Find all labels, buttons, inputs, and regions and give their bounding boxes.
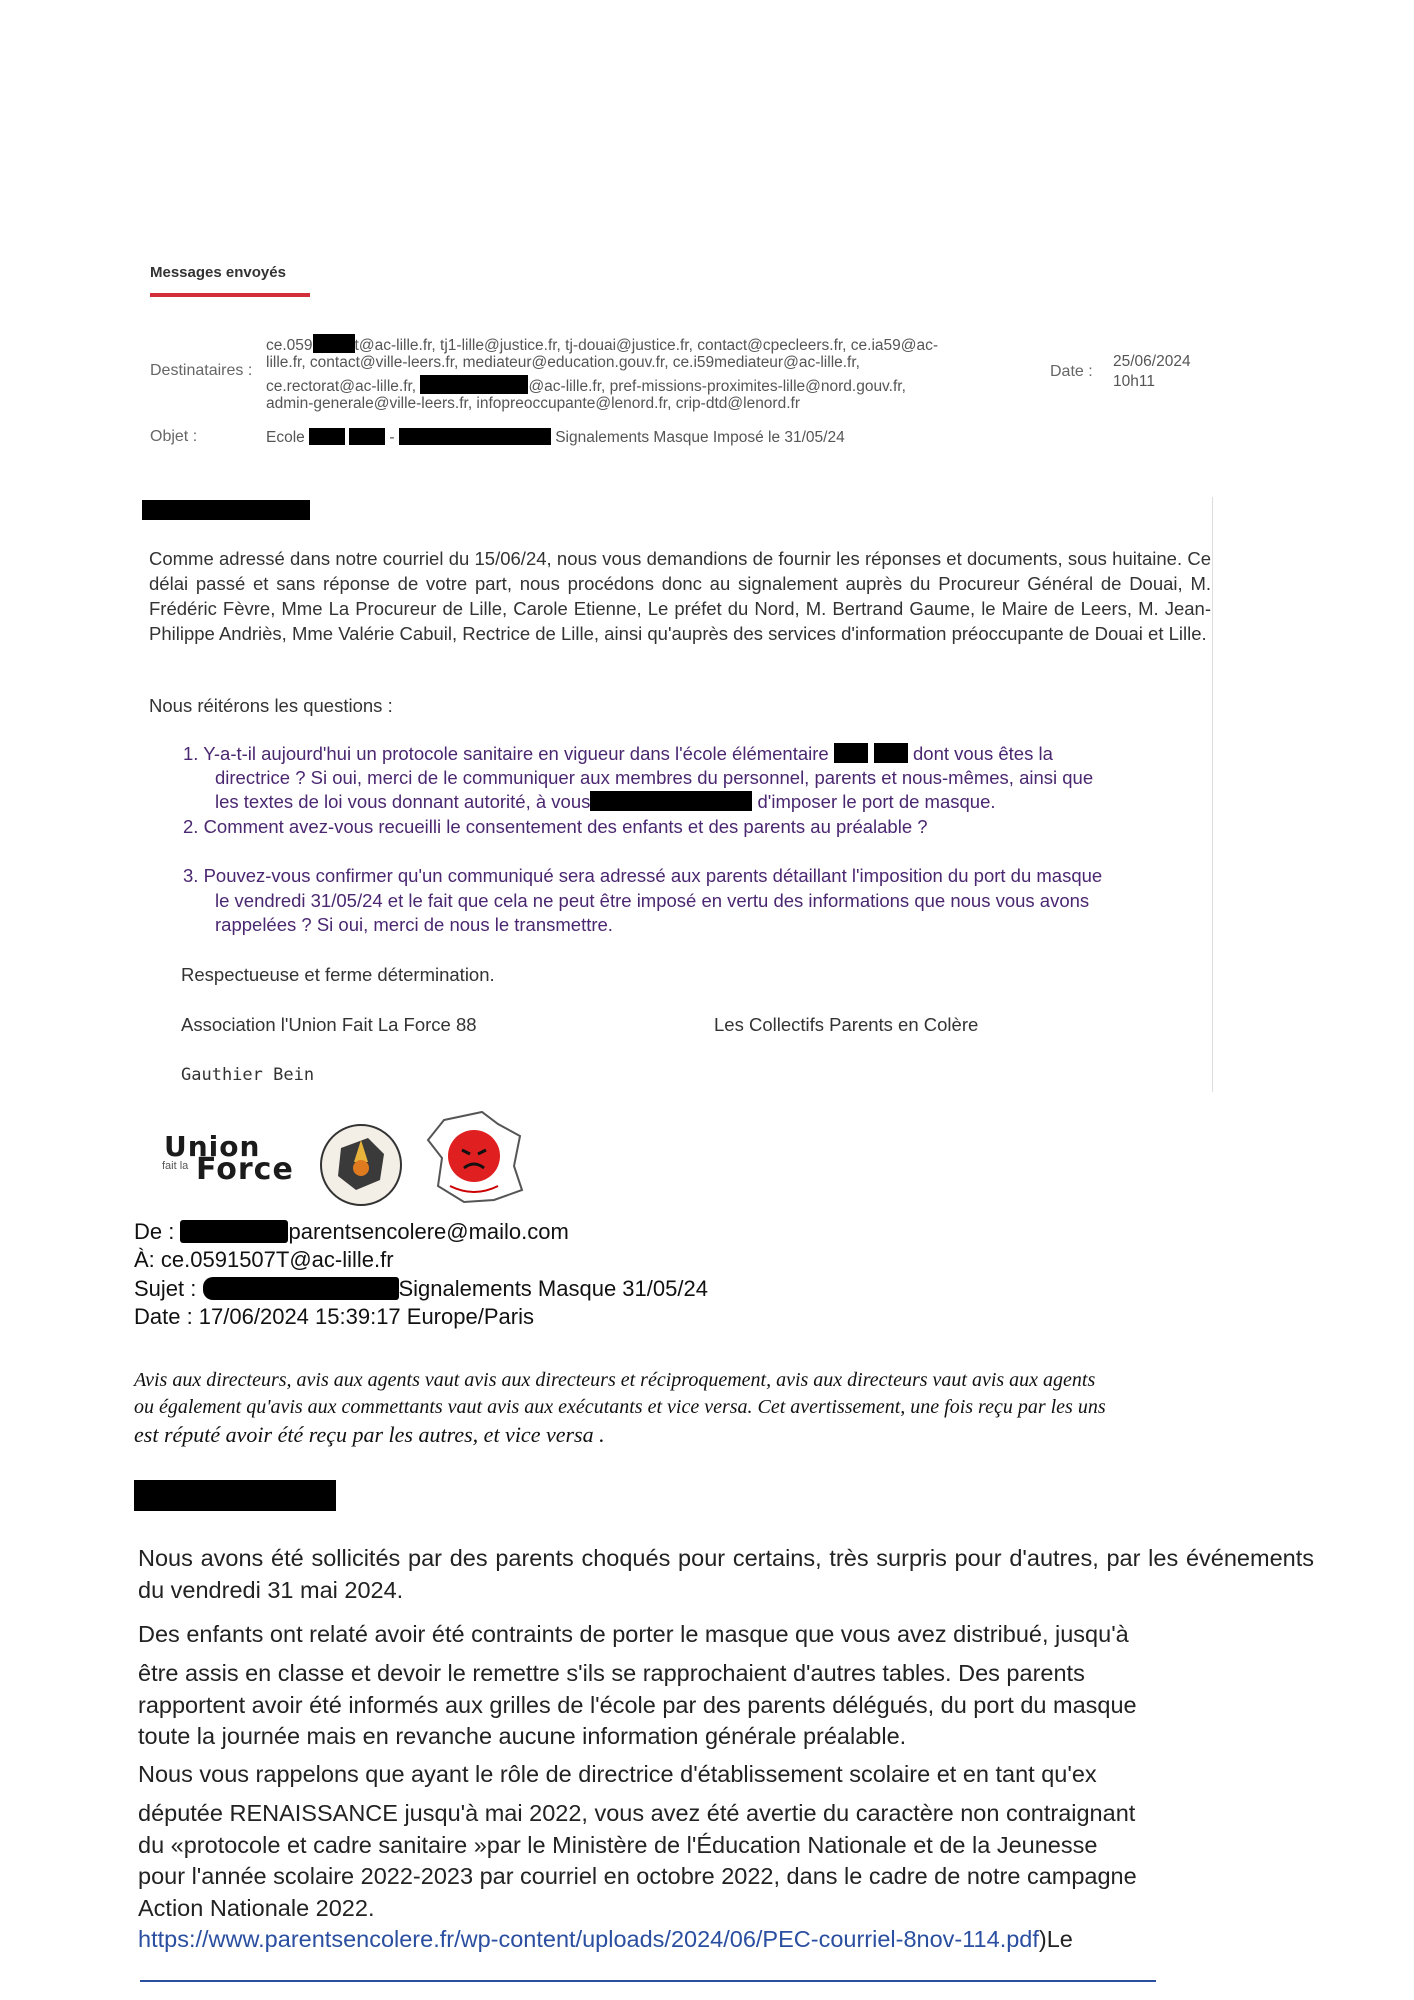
date-value: 25/06/2024 (1113, 353, 1191, 370)
redaction (203, 1277, 399, 1300)
body-p3-line-4: pour l'année scolaire 2022-2023 par courriel en octobre 2022, dans le cadre de notre campagne (138, 1863, 1137, 1889)
date-label: Date : (1050, 363, 1093, 380)
subject-label: Objet : (150, 428, 198, 445)
subject-line: Ecole - Signalements Masque Imposé le 31/05/24 (266, 429, 845, 446)
body-p2-line-2: être assis en classe et devoir le remettre s'ils se rapprochaient d'autres tables. Des parents (138, 1660, 1085, 1686)
screenshot-edge (1212, 497, 1213, 1092)
redaction (590, 791, 752, 811)
notice-line-2: ou également qu'avis aux commettants vaut avis aux exécutants et vice versa. Cet avertissement, une fois reçu par les uns (134, 1396, 1106, 1418)
sent-messages-title: Messages envoyés (150, 264, 286, 281)
redaction (399, 428, 551, 445)
recipients-line-3: ce.rectorat@ac-lille.fr, @ac-lille.fr, pref-missions-proximites-lille@nord.gouv.fr, (266, 375, 906, 396)
body-p3-line-1: Nous vous rappelons que ayant le rôle de directrice d'établissement scolaire et en tant qu'ex (138, 1761, 1097, 1787)
body-p3-line-5: Action Nationale 2022. (138, 1895, 375, 1921)
from-line: De : parentsencolere@mailo.com (134, 1219, 569, 1244)
link-line: https://www.parentsencolere.fr/wp-content/uploads/2024/06/PEC-courriel-8nov-114.pdf)Le (138, 1926, 1073, 1952)
parents-en-colere-logo-icon (424, 1106, 528, 1208)
subject-line-forward: Sujet : Signalements Masque 31/05/24 (134, 1276, 708, 1301)
signature-name: Gauthier Bein (181, 1065, 315, 1085)
redaction (349, 428, 385, 445)
recipients-label: Destinataires : (150, 362, 253, 379)
recipients-line-4: admin-generale@ville-leers.fr, infopreoccupante@lenord.fr, crip-dtd@lenord.fr (266, 395, 800, 412)
signature-right: Les Collectifs Parents en Colère (714, 1014, 979, 1035)
salutation-redaction (142, 500, 310, 520)
redaction (313, 334, 355, 353)
redaction (180, 1220, 288, 1243)
body-p2-line-1: Des enfants ont relaté avoir été contraints de porter le masque que vous avez distribué, jusqu'à (138, 1621, 1129, 1647)
notice-line-3: est réputé avoir été reçu par les autres, et vice versa . (134, 1422, 605, 1447)
redaction (874, 743, 908, 763)
question-1-line-3: les textes de loi vous donnant autorité, à vous d'imposer le port de masque. (215, 791, 996, 812)
question-1-line-1: 1. Y-a-t-il aujourd'hui un protocole sanitaire en vigueur dans l'école élémentaire dont vous êtes la (183, 743, 1053, 764)
letter-intro: Comme adressé dans notre courriel du 15/06/24, nous vous demandions de fournir les réponses et documents, sous huitaine. Ce délai passé et sans réponse de votre part, nous procédons donc au signalement auprès du Procureur Général de Douai, M. Frédéric Fèvre, Mme La Procureur de Lille, Carole Etienne, Le préfet du Nord, M. Bertrand Gaume, le Maire de Leers, M. Jean-Philippe Andriès, Mme Valérie Cabuil, Rectrice de Lille, ainsi qu'auprès des services d'information préoccupante de Douai et Lille. (149, 548, 1211, 644)
redaction (834, 743, 868, 763)
body-p2-line-3: rapportent avoir été informés aux grilles de l'école par des parents délégués, du port du masque (138, 1692, 1137, 1718)
question-1-line-2: directrice ? Si oui, merci de le communiquer aux membres du personnel, parents et nous-mêmes, ainsi que (215, 767, 1094, 788)
title-underline (150, 293, 310, 297)
union-logo: Union fait la Force (158, 1128, 408, 1208)
question-3-line-1: 3. Pouvez-vous confirmer qu'un communiqué sera adressé aux parents détaillant l'imposition du port du masque (183, 865, 1103, 886)
signature-left: Association l'Union Fait La Force 88 (181, 1014, 477, 1035)
notice-line-1: Avis aux directeurs, avis aux agents vaut avis aux directeurs et réciproquement, avis aux directeurs vaut avis aux agents (134, 1369, 1096, 1391)
salutation-redaction-2 (134, 1480, 336, 1511)
body-p3-line-3: du «protocole et cadre sanitaire »par le Ministère de l'Éducation Nationale et de la Jeunesse (138, 1832, 1098, 1858)
union-emblem-icon (316, 1120, 406, 1210)
pdf-link[interactable]: https://www.parentsencolere.fr/wp-content/uploads/2024/06/PEC-courriel-8nov-114.pdf (138, 1926, 1039, 1952)
question-2: 2. Comment avez-vous recueilli le consentement des enfants et des parents au préalable ? (183, 816, 928, 837)
to-line: À: ce.0591507T@ac-lille.fr (134, 1247, 394, 1272)
recipients-line-2: lille.fr, contact@ville-leers.fr, mediateur@education.gouv.fr, ce.i59mediateur@ac-lille.fr, (266, 354, 860, 371)
time-value: 10h11 (1113, 373, 1155, 390)
question-3-line-2: le vendredi 31/05/24 et le fait que cela ne peut être imposé en vertu des informations que nous vous avons (215, 890, 1090, 911)
letter-reiterate: Nous réitérons les questions : (149, 695, 393, 716)
date-line: Date : 17/06/2024 15:39:17 Europe/Paris (134, 1304, 534, 1329)
letter-closing: Respectueuse et ferme détermination. (181, 964, 495, 985)
redaction (309, 428, 345, 445)
body-p3-line-2: députée RENAISSANCE jusqu'à mai 2022, vous avez été avertie du caractère non contraignant (138, 1800, 1136, 1826)
body-p2-line-4: toute la journée mais en revanche aucune information générale préalable. (138, 1723, 907, 1749)
question-3-line-3: rappelées ? Si oui, merci de nous le transmettre. (215, 914, 613, 935)
recipients-line-1: ce.059 t@ac-lille.fr, tj1-lille@justice.fr, tj-douai@justice.fr, contact@cpecleers.fr, ce.ia59@ac- (266, 334, 938, 355)
redaction (420, 375, 528, 394)
body-paragraph-1: Nous avons été sollicités par des parents choqués pour certains, très surpris pour d'autres, par les événements du vendredi 31 mai 2024. (138, 1545, 1314, 1603)
bottom-rule (140, 1980, 1156, 1982)
